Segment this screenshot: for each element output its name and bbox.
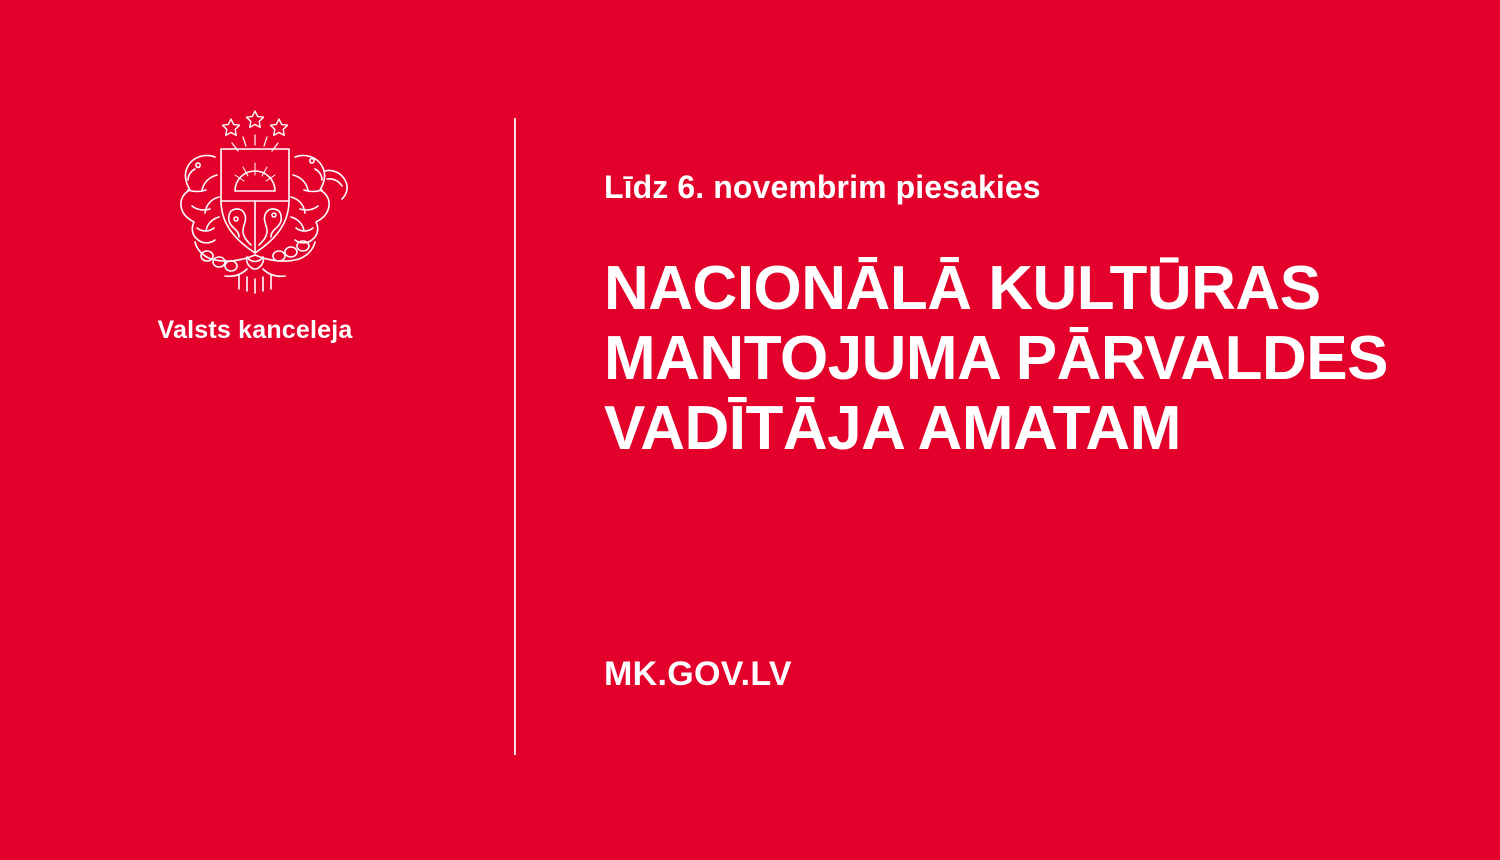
website-url: MK.GOV.LV bbox=[604, 655, 792, 693]
eyebrow-text: Līdz 6. novembrim piesakies bbox=[604, 169, 1041, 205]
vertical-divider bbox=[514, 118, 516, 755]
brand-label: Valsts kanceleja bbox=[157, 316, 353, 344]
content-block bbox=[604, 168, 1444, 465]
brand-block bbox=[110, 105, 400, 345]
latvian-coat-of-arms-icon bbox=[135, 105, 375, 300]
headline-text: NACIONĀLĀ KULTŪRAS MANTOJUMA PĀRVALDES VADĪTĀJA AMATAM bbox=[604, 254, 1388, 464]
